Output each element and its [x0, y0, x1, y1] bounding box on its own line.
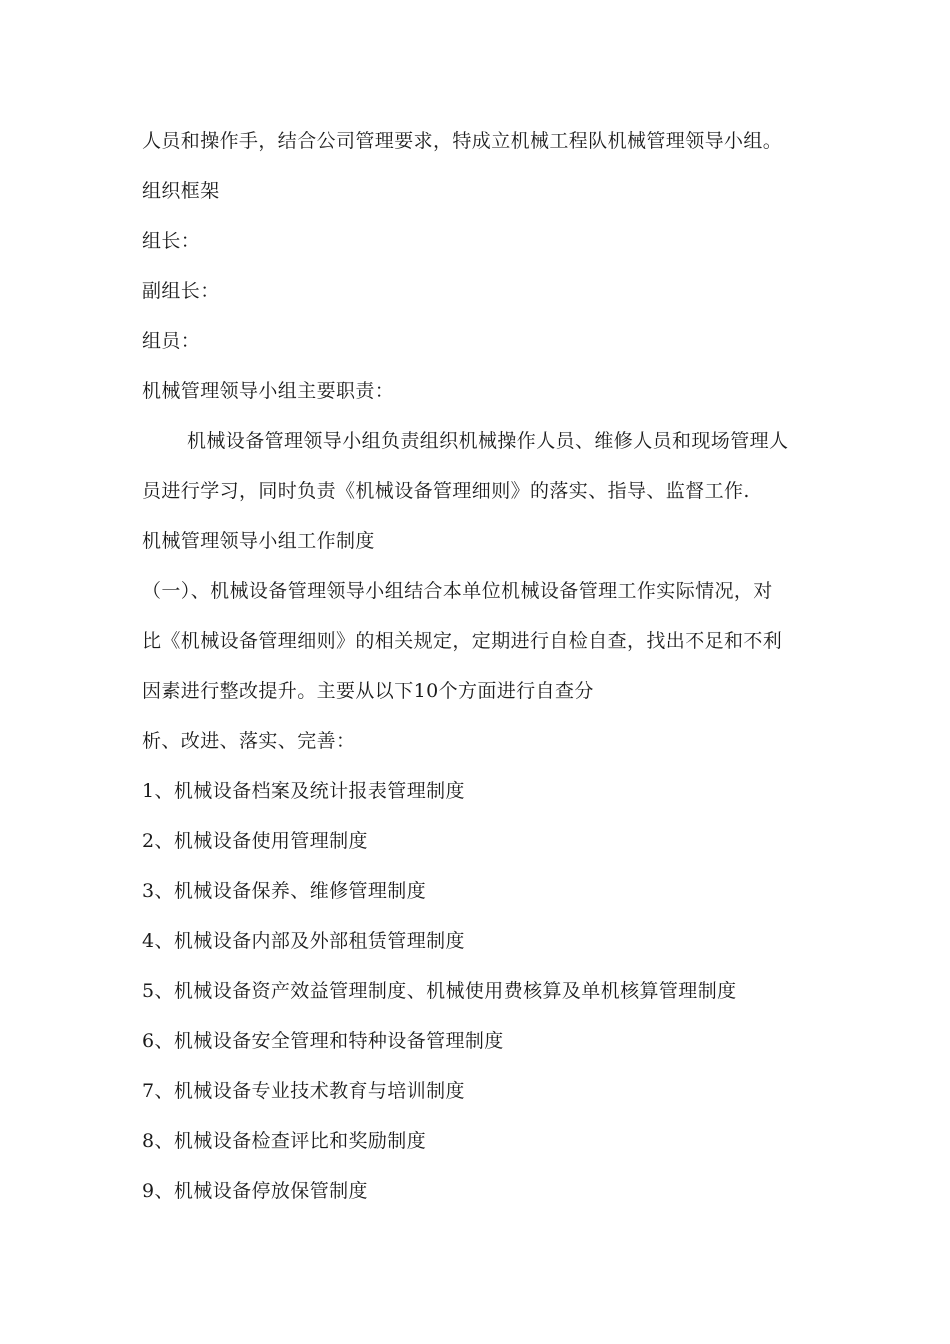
section-heading: 机械管理领导小组主要职责： [142, 380, 395, 402]
list-item: 5、机械设备资产效益管理制度、机械使用费核算及单机核算管理制度 [142, 980, 737, 1002]
field-label: 副组长： [142, 280, 220, 302]
list-item: 4、机械设备内部及外部租赁管理制度 [142, 930, 465, 952]
list-item: 3、机械设备保养、维修管理制度 [142, 880, 427, 902]
section-heading: 组织框架 [142, 180, 220, 202]
field-label: 组长： [142, 230, 201, 252]
list-item: 1、机械设备档案及统计报表管理制度 [142, 780, 465, 802]
paragraph-line: 析、改进、落实、完善： [142, 730, 356, 752]
paragraph-line: 员进行学习，同时负责《机械设备管理细则》的落实、指导、监督工作. [142, 480, 750, 502]
paragraph-line: 因素进行整改提升。主要从以下10个方面进行自查分 [142, 680, 594, 702]
paragraph-line: 比《机械设备管理细则》的相关规定，定期进行自检自查，找出不足和不利 [142, 630, 783, 652]
paragraph-line: （一）、机械设备管理领导小组结合本单位机械设备管理工作实际情况，对 [142, 580, 773, 602]
paragraph-line: 机械设备管理领导小组负责组织机械操作人员、维修人员和现场管理人 [187, 430, 789, 452]
section-heading: 机械管理领导小组工作制度 [142, 530, 375, 552]
paragraph-line: 人员和操作手，结合公司管理要求，特成立机械工程队机械管理领导小组。 [142, 130, 783, 152]
list-item: 7、机械设备专业技术教育与培训制度 [142, 1080, 465, 1102]
list-item: 6、机械设备安全管理和特种设备管理制度 [142, 1030, 504, 1052]
field-label: 组员： [142, 330, 201, 352]
list-item: 8、机械设备检查评比和奖励制度 [142, 1130, 427, 1152]
list-item: 2、机械设备使用管理制度 [142, 830, 368, 852]
list-item: 9、机械设备停放保管制度 [142, 1180, 368, 1202]
